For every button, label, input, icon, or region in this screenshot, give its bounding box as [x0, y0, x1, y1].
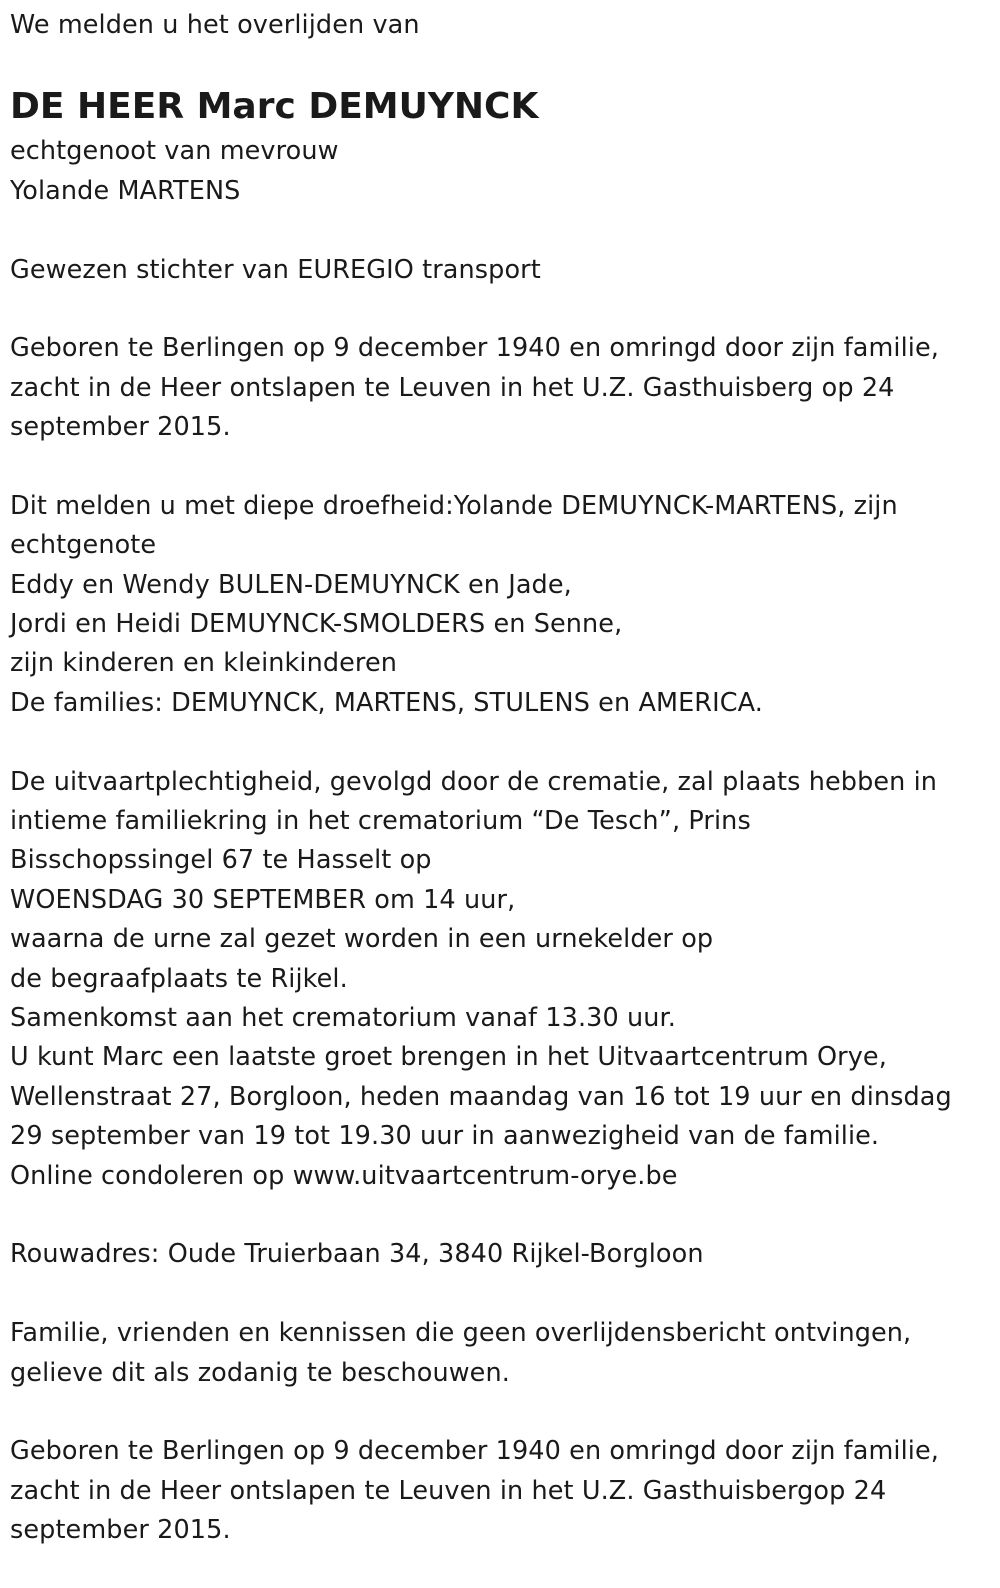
spacer	[10, 1196, 1000, 1235]
spacer	[10, 1275, 1000, 1314]
ceremony-line: Samenkomst aan het crematorium vanaf 13.30 uur.	[10, 1002, 677, 1033]
mourners-line: Eddy en Wendy BULEN-DEMUYNCK en Jade,	[10, 569, 572, 600]
birth-death-repeat-line: september 2015.	[10, 1515, 231, 1546]
ceremony-block	[10, 763, 1000, 1196]
spouse-line: echtgenoot van mevrouw	[10, 136, 339, 167]
notice-line: Familie, vrienden en kennissen die geen overlijdensbericht ontvingen,	[10, 1318, 912, 1349]
occupation-text: Gewezen stichter van EUREGIO transport	[10, 254, 541, 285]
spacer	[10, 290, 1000, 329]
spouse-block	[10, 132, 1000, 211]
birth-death-repeat-line: zacht in de Heer ontslapen te Leuven in het U.Z. Gasthuisbergop 24	[10, 1475, 887, 1506]
birth-death-line: zacht in de Heer ontslapen te Leuven in het U.Z. Gasthuisberg op 24	[10, 372, 895, 403]
ceremony-line: Wellenstraat 27, Borgloon, heden maandag van 16 tot 19 uur en dinsdag	[10, 1081, 952, 1112]
intro-text: We melden u het overlijden van	[10, 10, 420, 40]
mourning-address: Rouwadres: Oude Truierbaan 34, 3840 Rijkel-Borgloon	[10, 1239, 704, 1270]
spacer	[10, 1393, 1000, 1432]
notice-block	[10, 1314, 1000, 1393]
birth-death-line: Geboren te Berlingen op 9 december 1940 en omringd door zijn familie,	[10, 333, 939, 364]
ceremony-line: de begraafplaats te Rijkel.	[10, 963, 348, 994]
mourners-line: zijn kinderen en kleinkinderen	[10, 648, 397, 679]
birth-death-block	[10, 329, 1000, 447]
mourners-line: echtgenote	[10, 530, 157, 561]
birth-death-repeat-line: Geboren te Berlingen op 9 december 1940 en omringd door zijn familie,	[10, 1436, 939, 1467]
mourners-block	[10, 487, 1000, 723]
ceremony-line: intieme familiekring in het crematorium “De Tesch”, Prins	[10, 806, 751, 837]
deceased-name: DE HEER Marc DEMUYNCK	[10, 86, 539, 128]
spouse-line: Yolande MARTENS	[10, 175, 241, 206]
spacer	[10, 211, 1000, 250]
notice-line: gelieve dit als zodanig te beschouwen.	[10, 1357, 510, 1388]
mourners-line: Dit melden u met diepe droefheid:Yolande DEMUYNCK-MARTENS, zijn	[10, 490, 898, 521]
ceremony-line: Online condoleren op www.uitvaartcentrum-orye.be	[10, 1160, 678, 1191]
ceremony-line: 29 september van 19 tot 19.30 uur in aanwezigheid van de familie.	[10, 1121, 880, 1152]
mourners-line: De families: DEMUYNCK, MARTENS, STULENS en AMERICA.	[10, 687, 763, 718]
ceremony-line: waarna de urne zal gezet worden in een urnekelder op	[10, 924, 714, 955]
ceremony-line: Bisschopssingel 67 te Hasselt op	[10, 845, 432, 876]
mourners-line: Jordi en Heidi DEMUYNCK-SMOLDERS en Senne,	[10, 609, 623, 640]
ceremony-line: WOENSDAG 30 SEPTEMBER om 14 uur,	[10, 884, 516, 915]
birth-death-repeat-block	[10, 1432, 1000, 1550]
spacer	[10, 723, 1000, 762]
ceremony-line: De uitvaartplechtigheid, gevolgd door de crematie, zal plaats hebben in	[10, 766, 938, 797]
birth-death-line: september 2015.	[10, 412, 231, 443]
spacer	[10, 448, 1000, 487]
ceremony-line: U kunt Marc een laatste groet brengen in het Uitvaartcentrum Orye,	[10, 1042, 887, 1073]
